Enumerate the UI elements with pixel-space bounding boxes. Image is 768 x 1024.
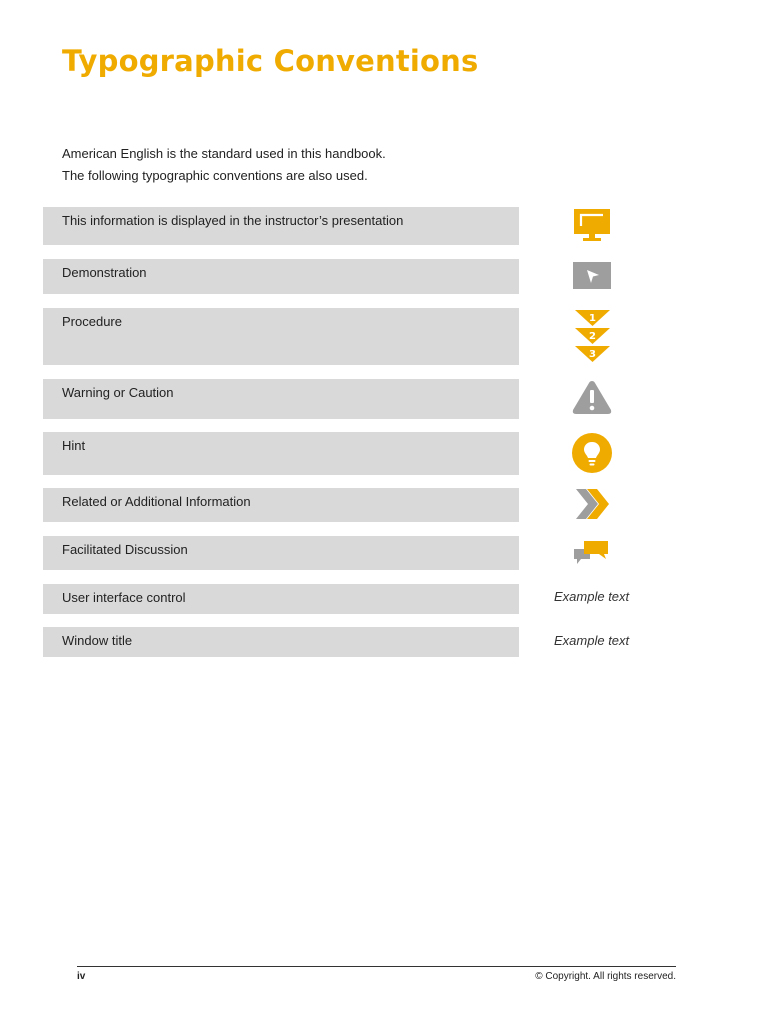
convention-row-presentation (43, 207, 519, 245)
convention-row-demonstration (43, 259, 519, 294)
procedure-steps-icon (575, 310, 610, 362)
presentation-screen-icon (573, 209, 611, 241)
convention-label: Window title (62, 633, 133, 648)
example-text: Example text (554, 589, 630, 604)
lightbulb-icon (572, 433, 612, 473)
demonstration-cursor-icon (573, 262, 611, 289)
warning-icon (571, 379, 613, 416)
convention-row-discussion (43, 536, 519, 570)
convention-label: Demonstration (62, 265, 147, 280)
discussion-bubbles-icon (574, 540, 610, 565)
intro-text (62, 143, 386, 187)
convention-row-procedure (43, 308, 519, 365)
convention-label: User interface control (62, 590, 186, 605)
convention-row-related-info (43, 488, 519, 522)
procedure-step-number: 1 (589, 313, 596, 324)
procedure-step-number: 3 (589, 349, 596, 360)
convention-row-warning (43, 379, 519, 419)
convention-label: Hint (62, 438, 86, 453)
convention-row-hint (43, 432, 519, 475)
convention-label: Facilitated Discussion (62, 542, 188, 557)
page-title: Typographic Conventions (62, 44, 479, 78)
convention-label: Related or Additional Information (62, 494, 251, 509)
example-text: Example text (554, 633, 630, 648)
intro-line: American English is the standard used in this handbook. (62, 146, 386, 161)
page-number: iv (77, 971, 86, 982)
convention-label: This information is displayed in the instructor’s presentation (62, 213, 404, 228)
convention-row-window-title (43, 627, 519, 657)
copyright-notice: © Copyright. All rights reserved. (535, 971, 676, 982)
convention-row-ui-control (43, 584, 519, 614)
footer-divider (77, 966, 676, 967)
convention-label: Procedure (62, 314, 122, 329)
convention-label: Warning or Caution (62, 385, 174, 400)
double-chevron-icon (576, 488, 610, 520)
procedure-step-number: 2 (589, 331, 596, 342)
intro-line: The following typographic conventions are also used. (62, 168, 368, 183)
